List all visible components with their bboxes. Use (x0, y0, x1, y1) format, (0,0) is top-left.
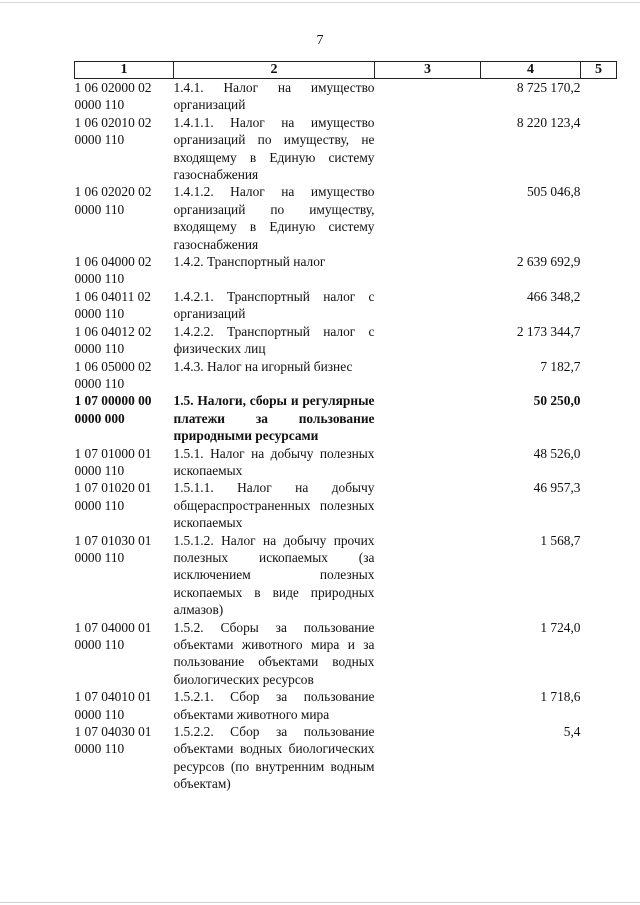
amount-cell: 7 182,7 (540, 358, 581, 374)
column-5-cell (581, 288, 617, 323)
column-header-5: 5 (581, 62, 617, 79)
budget-code-line-2: 0000 110 (74, 97, 125, 113)
amount-cell: 1 568,7 (540, 532, 581, 548)
item-name-cell (174, 183, 375, 253)
budget-code-line-2: 0000 110 (74, 497, 125, 513)
item-name-cell (174, 392, 375, 444)
item-name: 1.5.2.2. Сбор за пользование объектами водных биологических ресурсов (по внутренним водным объектам) (173, 724, 375, 792)
column-header-2: 2 (174, 62, 375, 79)
column-5-cell (581, 479, 617, 531)
amount-cell: 50 250,0 (533, 393, 581, 409)
item-name: 1.4.2.2. Транспортный налог с физических лиц (173, 323, 375, 357)
column-5-cell (581, 358, 617, 393)
item-name: 1.4.3. Налог на игорный бизнес (173, 358, 353, 374)
column-5-cell (581, 445, 617, 480)
table-row (75, 114, 617, 184)
column-3-cell (375, 288, 481, 323)
item-name-cell (174, 445, 375, 480)
budget-code-line-1: 1 06 02000 02 (74, 80, 152, 95)
budget-code-line-2: 0000 110 (74, 132, 125, 148)
item-name-cell (174, 688, 375, 723)
column-header-4: 4 (481, 62, 581, 79)
budget-code-cell (75, 288, 174, 323)
column-3-cell (375, 532, 481, 619)
item-name: 1.5.1. Налог на добычу полезных ископаемых (173, 445, 375, 478)
table-row (75, 288, 617, 323)
budget-code-line-2: 0000 110 (74, 637, 125, 652)
table-row (75, 392, 617, 444)
column-5-cell (581, 183, 617, 253)
column-3-cell (375, 392, 481, 444)
budget-code-line-2: 0000 110 (74, 462, 125, 478)
item-name: 1.4.2. Транспортный налог (173, 254, 326, 270)
column-5-cell (581, 532, 617, 619)
table-row (75, 723, 617, 793)
item-name: 1.4.1.2. Налог на имущество организаций по имуществу, входящему в Единую систему газоснабжения (173, 184, 375, 252)
column-5-cell (581, 619, 617, 689)
amount-cell: 1 718,6 (540, 689, 581, 705)
budget-code-cell (75, 253, 174, 288)
column-5-cell (581, 688, 617, 723)
budget-code-line-1: 1 07 01000 01 (74, 445, 152, 461)
budget-code-line-1: 1 06 02010 02 (74, 114, 152, 130)
item-name: 1.5.1.1. Налог на добычу общераспространенных полезных ископаемых (173, 480, 375, 531)
column-3-cell (375, 114, 481, 184)
amount-cell: 5,4 (563, 724, 581, 740)
amount-cell: 505 046,8 (526, 184, 581, 200)
budget-code-line-1: 1 07 04010 01 (74, 689, 152, 705)
budget-code-line-2: 0000 110 (74, 341, 125, 357)
column-3-cell (375, 253, 481, 288)
column-header-3: 3 (375, 62, 481, 79)
budget-code-cell (75, 445, 174, 480)
column-5-cell (581, 79, 617, 114)
column-5-cell (581, 392, 617, 444)
budget-code-line-1: 1 07 04000 01 (74, 619, 152, 635)
budget-code-line-1: 1 07 04030 01 (74, 724, 152, 740)
budget-code-line-1: 1 06 05000 02 (74, 358, 152, 374)
budget-code-line-2: 0000 110 (74, 201, 125, 217)
item-name: 1.5.1.2. Налог на добычу прочих полезных ископаемых (за исключением полезных ископаемых в виде природных алмазов) (173, 532, 375, 618)
budget-code-cell (75, 619, 174, 689)
amount-cell: 46 957,3 (533, 480, 581, 496)
column-3-cell (375, 183, 481, 253)
budget-table (74, 61, 617, 793)
table-row (75, 445, 617, 480)
column-5-cell (581, 253, 617, 288)
table-row (75, 253, 617, 288)
budget-code-line-1: 1 06 04011 02 (74, 288, 151, 304)
item-name-cell (174, 288, 375, 323)
scan-edge-top (0, 2, 640, 3)
amount-cell: 466 348,2 (526, 288, 581, 304)
budget-code-line-1: 1 06 04012 02 (74, 323, 152, 339)
item-name: 1.4.2.1. Транспортный налог с организаций (173, 288, 375, 322)
budget-code-line-1: 1 07 01030 01 (74, 532, 152, 548)
table-row (75, 358, 617, 393)
budget-code-cell (75, 688, 174, 723)
item-name-cell (174, 532, 375, 619)
item-name-cell (174, 323, 375, 358)
column-header-1: 1 (75, 62, 174, 79)
item-name-cell (174, 479, 375, 531)
amount-cell: 1 724,0 (540, 619, 581, 635)
item-name-cell (174, 79, 375, 114)
table-row (75, 183, 617, 253)
budget-code-line-2: 0000 000 (74, 410, 125, 426)
budget-code-cell (75, 479, 174, 531)
amount-cell: 8 220 123,4 (516, 114, 581, 130)
budget-code-cell (75, 358, 174, 393)
item-name: 1.5.2. Сборы за пользование объектами животного мира и за пользование объектами водных биологических ресурсов (173, 619, 375, 687)
budget-code-line-1: 1 06 02020 02 (74, 184, 152, 200)
column-5-cell (581, 723, 617, 793)
page-number: 7 (316, 33, 324, 48)
table-row (75, 688, 617, 723)
column-3-cell (375, 323, 481, 358)
item-name: 1.5.2.1. Сбор за пользование объектами животного мира (173, 689, 375, 722)
table-row (75, 323, 617, 358)
table-row (75, 532, 617, 619)
scan-edge-bottom (0, 902, 640, 903)
budget-code-line-1: 1 06 04000 02 (74, 254, 152, 270)
budget-code-line-1: 1 07 00000 00 (74, 393, 152, 409)
budget-code-cell (75, 114, 174, 184)
amount-cell: 8 725 170,2 (516, 80, 581, 95)
item-name-cell (174, 619, 375, 689)
budget-code-line-2: 0000 110 (74, 549, 125, 565)
column-5-cell (581, 114, 617, 184)
column-3-cell (375, 723, 481, 793)
table-row (75, 619, 617, 689)
column-5-cell (581, 323, 617, 358)
budget-code-cell (75, 323, 174, 358)
column-3-cell (375, 619, 481, 689)
column-3-cell (375, 688, 481, 723)
table-row (75, 79, 617, 114)
amount-cell: 2 173 344,7 (516, 323, 581, 339)
budget-code-line-2: 0000 110 (74, 741, 125, 757)
item-name-cell (174, 253, 375, 288)
item-name: 1.4.1.1. Налог на имущество организаций по имуществу, не входящему в Единую систему газоснабжения (173, 114, 375, 183)
column-3-cell (375, 479, 481, 531)
amount-cell: 48 526,0 (533, 445, 581, 461)
budget-code-line-2: 0000 110 (74, 271, 125, 287)
item-name: 1.5. Налоги, сборы и регулярные платежи за пользование природными ресурсами (173, 393, 375, 444)
budget-code-cell (75, 532, 174, 619)
item-name-cell (174, 114, 375, 184)
column-3-cell (375, 79, 481, 114)
item-name-cell (174, 723, 375, 793)
budget-code-line-2: 0000 110 (74, 375, 125, 391)
budget-code-line-2: 0000 110 (74, 706, 125, 722)
column-3-cell (375, 358, 481, 393)
budget-code-cell (75, 183, 174, 253)
column-3-cell (375, 445, 481, 480)
item-name: 1.4.1. Налог на имущество организаций (173, 80, 375, 113)
table-body (75, 79, 617, 793)
amount-cell: 2 639 692,9 (516, 254, 581, 270)
table-header-row (75, 62, 617, 79)
budget-code-line-1: 1 07 01020 01 (74, 480, 152, 496)
budget-code-cell (75, 723, 174, 793)
table-row (75, 479, 617, 531)
budget-code-cell (75, 79, 174, 114)
item-name-cell (174, 358, 375, 393)
budget-code-cell (75, 392, 174, 444)
budget-code-line-2: 0000 110 (74, 306, 125, 322)
